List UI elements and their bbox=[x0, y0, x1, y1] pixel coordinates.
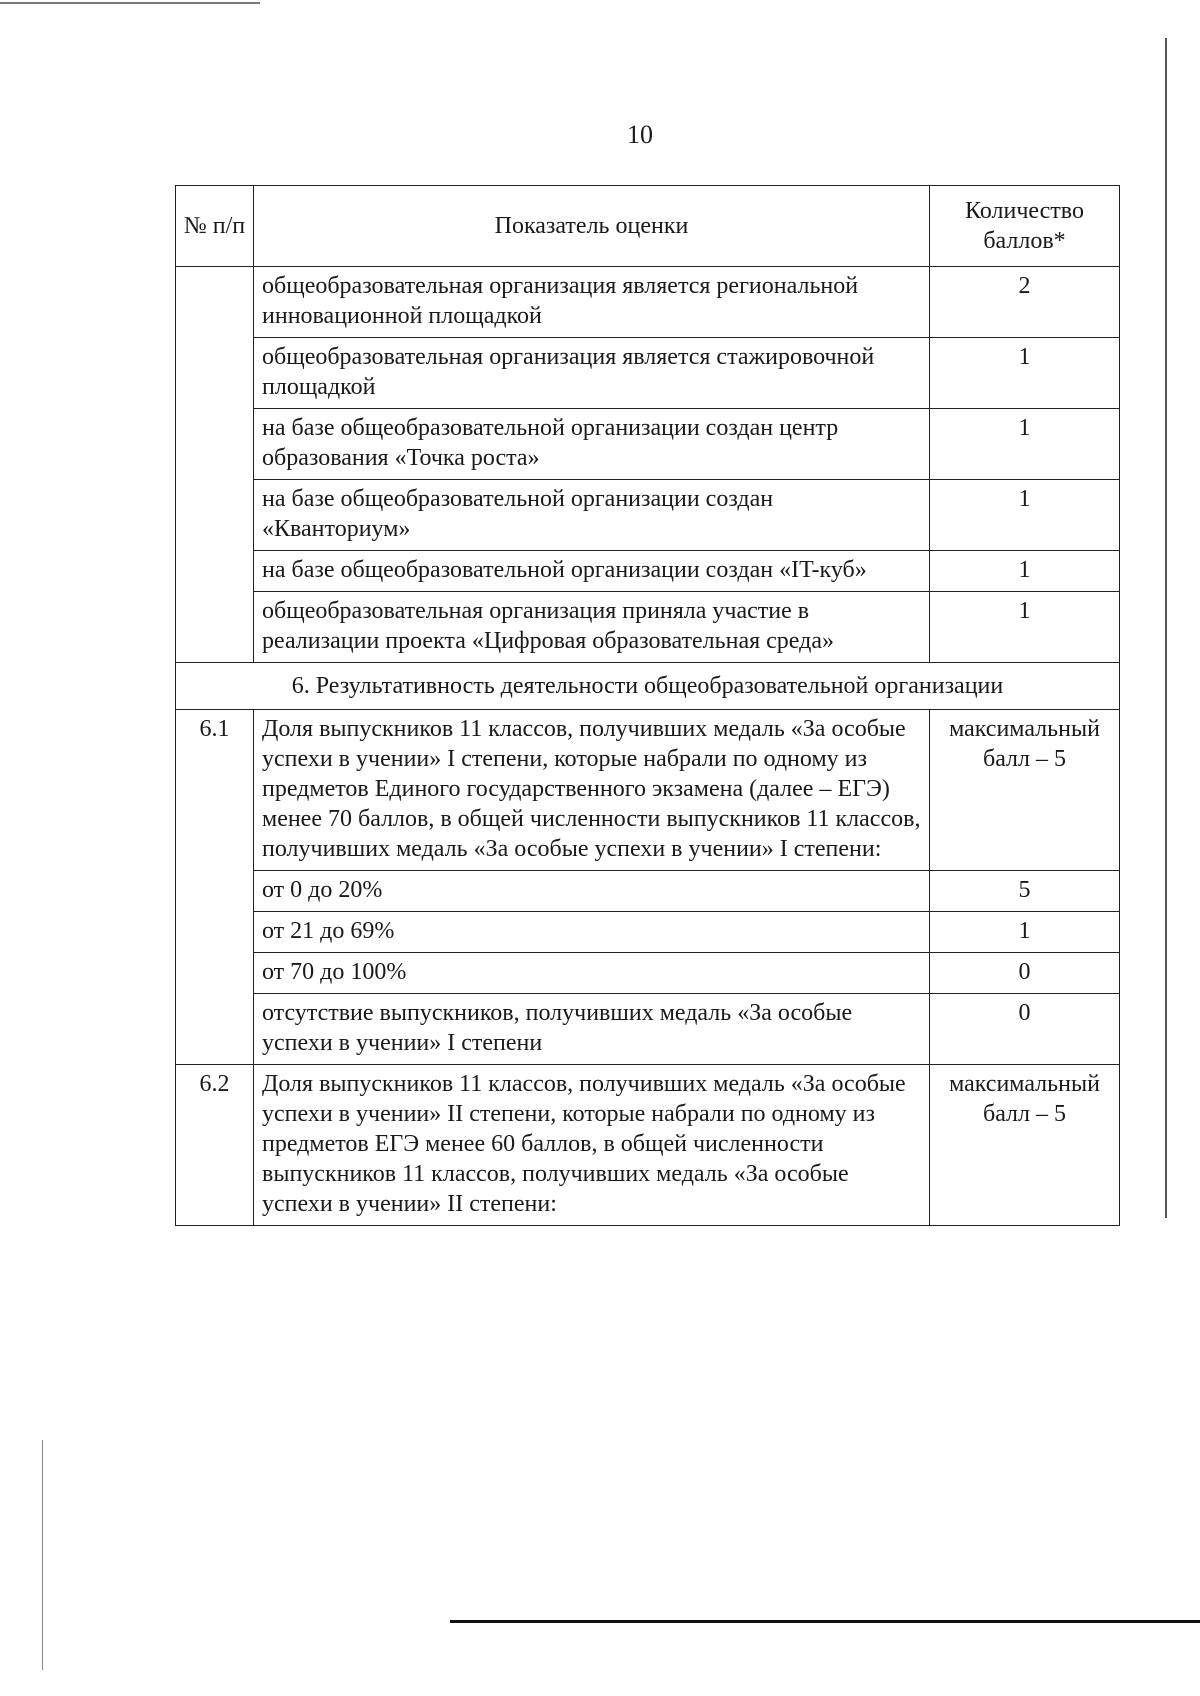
num-cell-empty bbox=[176, 338, 254, 409]
indicator-text: общеобразовательная организация приняла участие в реализации проекта «Цифровая образовательная среда» bbox=[254, 592, 930, 663]
num-cell-empty bbox=[176, 953, 254, 994]
table-row bbox=[176, 551, 1120, 592]
indicator-text: общеобразовательная организация является региональной инновационной площадкой bbox=[254, 267, 930, 338]
indicator-text: на базе общеобразовательной организации создан «Кванториум» bbox=[254, 480, 930, 551]
option-row bbox=[176, 953, 1120, 994]
option-text: от 21 до 69% bbox=[254, 912, 930, 953]
option-score: 1 bbox=[930, 912, 1120, 953]
num-cell-empty bbox=[176, 267, 254, 338]
num-cell-empty bbox=[176, 551, 254, 592]
table-row bbox=[176, 480, 1120, 551]
num-cell-empty bbox=[176, 871, 254, 912]
header-score: Количество баллов* bbox=[930, 186, 1120, 267]
score-value: 1 bbox=[930, 480, 1120, 551]
score-value: 1 bbox=[930, 551, 1120, 592]
score-value: 1 bbox=[930, 338, 1120, 409]
num-cell-empty bbox=[176, 480, 254, 551]
page-number: 10 bbox=[627, 120, 653, 149]
score-value: 1 bbox=[930, 409, 1120, 480]
scan-edge-right bbox=[1165, 38, 1167, 1218]
scan-edge-left bbox=[42, 1440, 43, 1670]
table-header-row bbox=[176, 186, 1120, 267]
option-row bbox=[176, 994, 1120, 1065]
header-indicator: Показатель оценки bbox=[254, 186, 930, 267]
header-num: № п/п bbox=[176, 186, 254, 267]
score-value: 1 bbox=[930, 592, 1120, 663]
criteria-table bbox=[175, 185, 1120, 1226]
option-score: 5 bbox=[930, 871, 1120, 912]
item-number: 6.1 bbox=[176, 710, 254, 871]
scan-edge-top bbox=[0, 2, 260, 4]
item-max-score: максимальный балл – 5 bbox=[930, 1065, 1120, 1226]
option-row bbox=[176, 912, 1120, 953]
table-row bbox=[176, 592, 1120, 663]
option-row bbox=[176, 871, 1120, 912]
num-cell-empty bbox=[176, 592, 254, 663]
num-cell-empty bbox=[176, 912, 254, 953]
item-number: 6.2 bbox=[176, 1065, 254, 1226]
item-row bbox=[176, 710, 1120, 871]
item-row bbox=[176, 1065, 1120, 1226]
item-max-score: максимальный балл – 5 bbox=[930, 710, 1120, 871]
option-score: 0 bbox=[930, 953, 1120, 994]
table-row bbox=[176, 267, 1120, 338]
scan-edge-bottom bbox=[450, 1620, 1200, 1623]
option-score: 0 bbox=[930, 994, 1120, 1065]
section-heading-row bbox=[176, 663, 1120, 710]
indicator-text: общеобразовательная организация является стажировочной площадкой bbox=[254, 338, 930, 409]
num-cell-empty bbox=[176, 994, 254, 1065]
option-text: от 0 до 20% bbox=[254, 871, 930, 912]
item-text: Доля выпускников 11 классов, получивших медаль «За особые успехи в учении» II степени, которые набрали по одному из предметов ЕГЭ менее 60 баллов, в общей численности выпускников 11 классов, получивших медаль «За особые успехи в учении» II степени: bbox=[254, 1065, 930, 1226]
indicator-text: на базе общеобразовательной организации создан «IT-куб» bbox=[254, 551, 930, 592]
table-row bbox=[176, 409, 1120, 480]
score-value: 2 bbox=[930, 267, 1120, 338]
indicator-text: на базе общеобразовательной организации создан центр образования «Точка роста» bbox=[254, 409, 930, 480]
section-title: 6. Результативность деятельности общеобразовательной организации bbox=[176, 663, 1120, 710]
option-text: отсутствие выпускников, получивших медаль «За особые успехи в учении» I степени bbox=[254, 994, 930, 1065]
item-text: Доля выпускников 11 классов, получивших медаль «За особые успехи в учении» I степени, которые набрали по одному из предметов Единого государственного экзамена (далее – ЕГЭ) менее 70 баллов, в общей численности выпускников 11 классов, получивших медаль «За особые успехи в учении» I степени: bbox=[254, 710, 930, 871]
num-cell-empty bbox=[176, 409, 254, 480]
table-row bbox=[176, 338, 1120, 409]
option-text: от 70 до 100% bbox=[254, 953, 930, 994]
